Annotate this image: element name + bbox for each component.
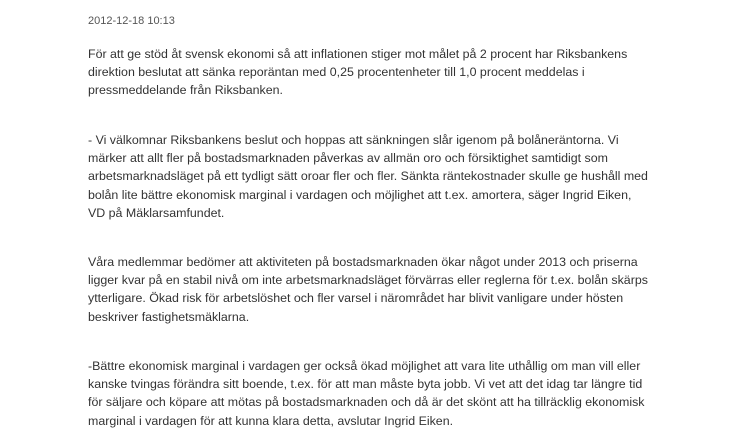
paragraph-quote-1 bbox=[88, 131, 688, 222]
text-line: arbetsmarknadsläget på ett tydligt sätt oroar fler och fler. Sänkta räntekostnader skulle ge hushåll med bbox=[88, 169, 648, 184]
text-line: direktion beslutat att sänka reporäntan med 0,25 procentenheter till 1,0 procent meddelas i bbox=[88, 65, 585, 80]
text-line: marginal i vardagen för att kunna klara detta, avslutar Ingrid Eiken. bbox=[88, 413, 454, 428]
text-line: VD på Mäklarsamfundet. bbox=[88, 205, 225, 220]
text-line: ytterligare. Ökad risk för arbetslöshet och fler varsel i närområdet har blivit vanligare under hösten bbox=[88, 291, 624, 306]
text-line: För att ge stöd åt svensk ekonomi så att inflationen stiger mot målet på 2 procent har Riksbankens bbox=[88, 47, 628, 61]
text-line: kanske tvingas förändra sitt boende, t.ex. för att man måste byta jobb. Vi vet att det idag tar längre tid bbox=[88, 377, 643, 392]
text-line: -Bättre ekonomisk marginal i vardagen ger också ökad möjlighet att vara lite uthållig om man vill eller bbox=[88, 359, 641, 373]
paragraph-intro bbox=[88, 45, 688, 100]
text-line: beskriver fastighetsmäklarna. bbox=[88, 309, 250, 324]
text-line: för säljare och köpare att mötas på bostadsmarknaden och då är det skönt att ha tillräcklig ekonomisk bbox=[88, 395, 645, 410]
text-line: bolån lite bättre ekonomisk marginal i vardagen och möjlighet att t.ex. amortera, säger Ingrid Eiken, bbox=[88, 187, 632, 202]
paragraph-members-assessment bbox=[88, 253, 688, 326]
text-line: pressmeddelande från Riksbanken. bbox=[88, 83, 283, 98]
text-line: Våra medlemmar bedömer att aktiviteten på bostadsmarknaden ökar något under 2013 och priserna bbox=[88, 255, 638, 269]
text-line: ligger kvar på en stabil nivå om inte arbetsmarknadsläget förvärras eller reglerna för t.ex. bolån skärps bbox=[88, 273, 648, 288]
text-line: märker att allt fler på bostadsmarknaden påverkas av allmän oro och försiktighet samtidigt som bbox=[88, 151, 608, 166]
text-line: - Vi välkomnar Riksbankens beslut och hoppas att sänkningen slår igenom på bolåneräntorna. Vi bbox=[88, 133, 619, 147]
publish-timestamp: 2012-12-18 10:13 bbox=[88, 15, 175, 27]
